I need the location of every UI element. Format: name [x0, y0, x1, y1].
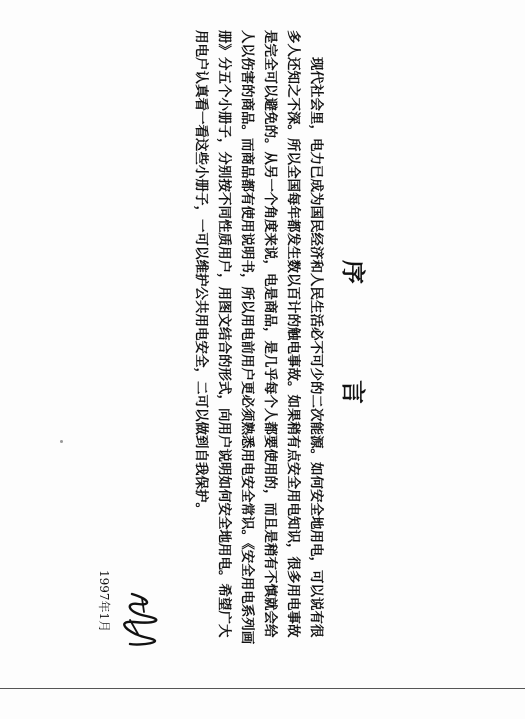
scan-speck — [60, 440, 63, 443]
preface-paragraph: 现代社会里，电力已成为国民经济和人民生活必不可少的二次能源。如何安全地用电，可以说有很多人还知之不深。所以全国每年都发生数以百计的触电事故。如果稍有点安全用电知识，很多用电事故是完全可以避免的。从另一个角度来说，电是商品，是几乎每个人都要使用的，而且是稍有不慎就会给人以伤害的商品。而商品都有使用说明书，所以用电前用户更必须熟悉用电安全常识。《安全用电系列画册》分五个小册子，分别按不同性质用户，用图文结合的形式，向用户说明如何安全地用电。希望广大用电户认真看一看这些小册子，一可以维护公共用电安全，二可以做到自我保护。 — [193, 30, 324, 645]
page-edge-line — [0, 688, 525, 689]
preface-body — [189, 30, 327, 650]
document-date: 1997年1月 — [97, 570, 111, 633]
handwritten-signature — [120, 590, 160, 650]
document-title: 序 言 — [339, 260, 367, 440]
rotated-content — [35, 30, 505, 670]
